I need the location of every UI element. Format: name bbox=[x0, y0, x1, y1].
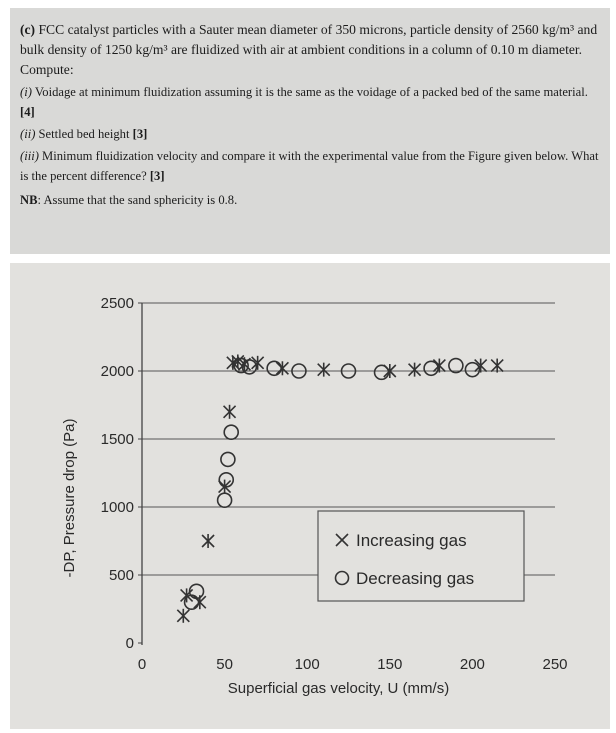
increasing-gas-point bbox=[318, 363, 330, 377]
question-intro bbox=[20, 20, 600, 80]
question-intro-text: FCC catalyst particles with a Sauter mean diameter of 350 microns, particle density of 2560 kg/m³ and bulk density of 1250 kg/m³ are fluidized with air at ambient conditions in a column of 0.10 m diameter. Compute: bbox=[20, 22, 598, 77]
x-tick-label: 0 bbox=[137, 656, 147, 673]
increasing-gas-point bbox=[224, 405, 236, 419]
part-iii bbox=[20, 146, 600, 186]
part-iii-marks: [3] bbox=[149, 169, 165, 183]
x-tick-label: 200 bbox=[459, 656, 485, 673]
note-text: : Assume that the sand sphericity is 0.8. bbox=[37, 193, 238, 207]
part-ii-text: Settled bed height bbox=[38, 127, 130, 141]
legend-increasing-label: Increasing gas bbox=[356, 531, 467, 550]
y-tick-label: 2000 bbox=[100, 363, 134, 380]
legend-decreasing-label: Decreasing gas bbox=[356, 569, 475, 588]
increasing-gas-point bbox=[409, 363, 421, 377]
decreasing-gas-point bbox=[224, 425, 238, 439]
part-i-marks: [4] bbox=[20, 105, 35, 119]
legend bbox=[318, 511, 524, 601]
increasing-gas-point bbox=[491, 359, 503, 373]
increasing-gas-point bbox=[475, 359, 487, 373]
increasing-gas-point bbox=[433, 359, 445, 373]
x-axis-title: Superficial gas velocity, U (mm/s) bbox=[227, 680, 450, 697]
y-axis-title: -DP, Pressure drop (Pa) bbox=[61, 418, 78, 578]
x-tick-label: 250 bbox=[542, 656, 568, 673]
decreasing-gas-point bbox=[218, 493, 232, 507]
note bbox=[20, 190, 600, 210]
part-i-text: Voidage at minimum fluidization assuming it is the same as the voidage of a packed bed of the same material. bbox=[34, 85, 588, 99]
x-tick-label: 150 bbox=[377, 656, 403, 673]
note-label: NB bbox=[20, 193, 38, 207]
x-tick-label: 50 bbox=[216, 656, 233, 673]
figure-panel bbox=[10, 263, 610, 729]
x-tick-label: 100 bbox=[294, 656, 320, 673]
increasing-gas-point bbox=[177, 609, 189, 623]
part-ii-number: (ii) bbox=[20, 127, 36, 141]
y-tick-label: 2500 bbox=[100, 295, 134, 312]
part-ii bbox=[20, 124, 600, 144]
question-panel bbox=[10, 8, 610, 254]
y-tick-label: 0 bbox=[125, 635, 134, 652]
part-iii-text: Minimum fluidization velocity and compare it with the experimental value from the Figure given below. What is the percent difference? bbox=[20, 149, 599, 183]
decreasing-gas-point bbox=[221, 452, 235, 466]
part-i-number: (i) bbox=[20, 85, 32, 99]
y-tick-labels bbox=[101, 295, 142, 652]
increasing-gas-point bbox=[202, 534, 214, 548]
increasing-gas-point bbox=[252, 356, 264, 370]
part-iii-number: (iii) bbox=[20, 149, 39, 163]
y-tick-label: 500 bbox=[108, 567, 134, 584]
decreasing-gas-point bbox=[267, 361, 281, 375]
part-ii-marks: [3] bbox=[132, 127, 148, 141]
pressure-drop-chart bbox=[10, 263, 610, 729]
x-tick-labels bbox=[138, 656, 568, 673]
question-label: (c) bbox=[20, 22, 36, 37]
y-tick-label: 1000 bbox=[100, 499, 134, 516]
part-i bbox=[20, 82, 600, 122]
y-tick-label: 1500 bbox=[100, 431, 134, 448]
decreasing-gas-point bbox=[375, 365, 389, 379]
